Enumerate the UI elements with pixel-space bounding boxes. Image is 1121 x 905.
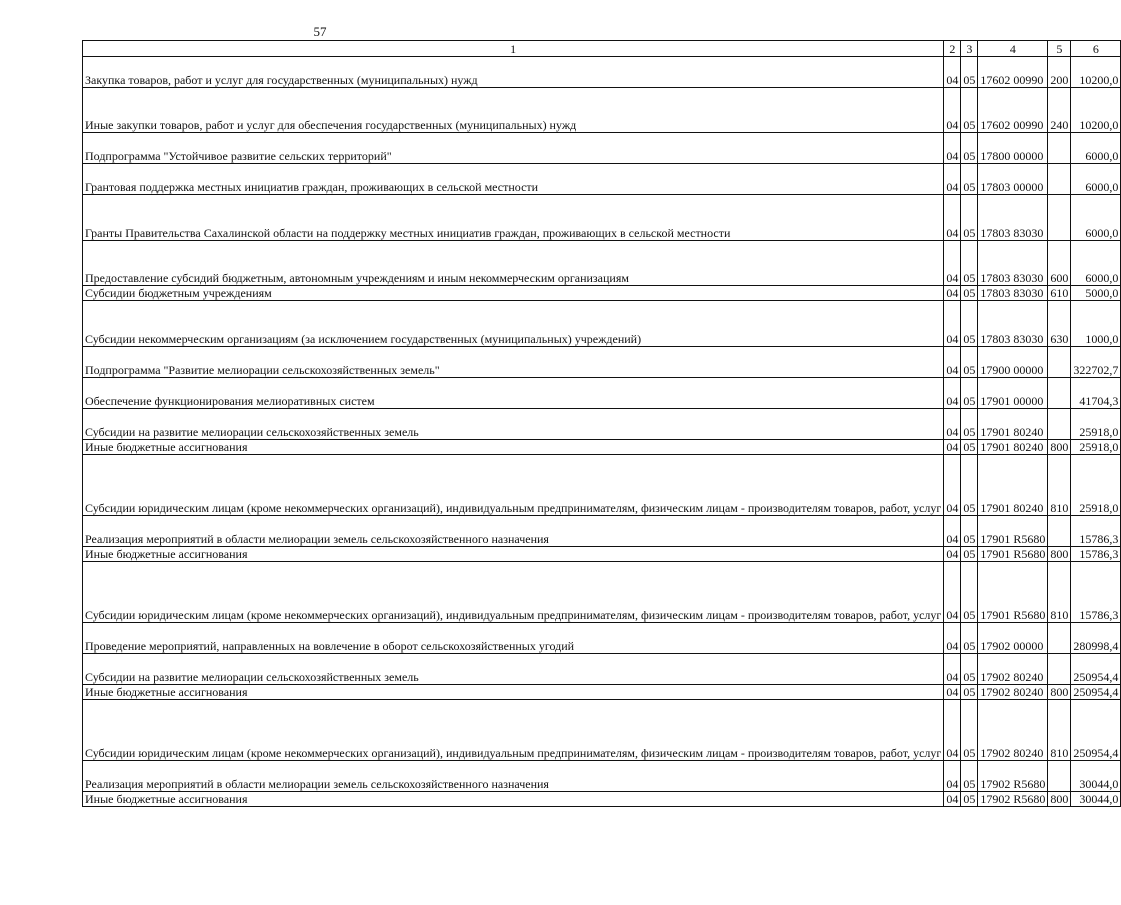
row-amount: 6000,0 bbox=[1071, 195, 1121, 241]
row-subsection: 05 bbox=[961, 195, 978, 241]
row-subsection: 05 bbox=[961, 623, 978, 654]
row-target-article: 17901 80240 bbox=[978, 440, 1048, 455]
row-name: Реализация мероприятий в области мелиорации земель сельскохозяйственного назначения bbox=[83, 516, 944, 547]
row-subsection: 05 bbox=[961, 516, 978, 547]
row-target-article: 17902 R5680 bbox=[978, 792, 1048, 807]
row-subsection: 05 bbox=[961, 301, 978, 347]
table-row bbox=[83, 241, 1121, 286]
table-row bbox=[83, 195, 1121, 241]
row-target-article: 17803 00000 bbox=[978, 164, 1048, 195]
budget-table bbox=[82, 40, 1121, 807]
row-name: Подпрограмма "Устойчивое развитие сельских территорий" bbox=[83, 133, 944, 164]
row-amount: 5000,0 bbox=[1071, 286, 1121, 301]
row-name: Субсидии на развитие мелиорации сельскохозяйственных земель bbox=[83, 409, 944, 440]
row-amount: 25918,0 bbox=[1071, 409, 1121, 440]
header-name: 1 bbox=[83, 41, 944, 57]
row-section: 04 bbox=[944, 516, 961, 547]
table-row bbox=[83, 654, 1121, 685]
row-section: 04 bbox=[944, 455, 961, 516]
row-target-article: 17901 R5680 bbox=[978, 547, 1048, 562]
row-name: Иные бюджетные ассигнования bbox=[83, 685, 944, 700]
table-row bbox=[83, 409, 1121, 440]
table-row bbox=[83, 88, 1121, 133]
row-subsection: 05 bbox=[961, 133, 978, 164]
row-section: 04 bbox=[944, 623, 961, 654]
header-target-article: 4 bbox=[978, 41, 1048, 57]
row-target-article: 17902 00000 bbox=[978, 623, 1048, 654]
row-subsection: 05 bbox=[961, 562, 978, 623]
row-name: Предоставление субсидий бюджетным, автономным учреждениям и иным некоммерческим организациям bbox=[83, 241, 944, 286]
row-amount: 250954,4 bbox=[1071, 700, 1121, 761]
row-section: 04 bbox=[944, 347, 961, 378]
row-section: 04 bbox=[944, 761, 961, 792]
row-expense-type: 200 bbox=[1048, 57, 1071, 88]
table-row bbox=[83, 547, 1121, 562]
row-section: 04 bbox=[944, 301, 961, 347]
row-name: Грантовая поддержка местных инициатив граждан, проживающих в сельской местности bbox=[83, 164, 944, 195]
row-amount: 30044,0 bbox=[1071, 761, 1121, 792]
row-expense-type: 810 bbox=[1048, 455, 1071, 516]
table-row bbox=[83, 301, 1121, 347]
row-target-article: 17901 00000 bbox=[978, 378, 1048, 409]
row-section: 04 bbox=[944, 241, 961, 286]
table-row bbox=[83, 440, 1121, 455]
row-target-article: 17803 83030 bbox=[978, 195, 1048, 241]
table-row bbox=[83, 133, 1121, 164]
row-name: Подпрограмма "Развитие мелиорации сельскохозяйственных земель" bbox=[83, 347, 944, 378]
row-name: Иные бюджетные ассигнования bbox=[83, 792, 944, 807]
row-expense-type bbox=[1048, 623, 1071, 654]
table-body bbox=[83, 57, 1121, 807]
row-section: 04 bbox=[944, 409, 961, 440]
row-section: 04 bbox=[944, 88, 961, 133]
row-subsection: 05 bbox=[961, 700, 978, 761]
row-section: 04 bbox=[944, 440, 961, 455]
row-amount: 6000,0 bbox=[1071, 133, 1121, 164]
row-target-article: 17901 80240 bbox=[978, 455, 1048, 516]
row-expense-type bbox=[1048, 164, 1071, 195]
row-section: 04 bbox=[944, 700, 961, 761]
row-amount: 10200,0 bbox=[1071, 57, 1121, 88]
row-amount: 322702,7 bbox=[1071, 347, 1121, 378]
row-subsection: 05 bbox=[961, 88, 978, 133]
row-subsection: 05 bbox=[961, 164, 978, 195]
table-row bbox=[83, 623, 1121, 654]
row-subsection: 05 bbox=[961, 792, 978, 807]
row-subsection: 05 bbox=[961, 440, 978, 455]
row-section: 04 bbox=[944, 164, 961, 195]
row-name: Субсидии юридическим лицам (кроме некоммерческих организаций), индивидуальным предпринимателям, физическим лицам - производителям товаров, работ, услуг bbox=[83, 700, 944, 761]
row-section: 04 bbox=[944, 685, 961, 700]
row-target-article: 17900 00000 bbox=[978, 347, 1048, 378]
row-expense-type bbox=[1048, 133, 1071, 164]
header-amount: 6 bbox=[1071, 41, 1121, 57]
row-amount: 250954,4 bbox=[1071, 685, 1121, 700]
header-section: 2 bbox=[944, 41, 961, 57]
row-target-article: 17901 R5680 bbox=[978, 562, 1048, 623]
row-expense-type bbox=[1048, 409, 1071, 440]
row-expense-type bbox=[1048, 761, 1071, 792]
row-section: 04 bbox=[944, 57, 961, 88]
row-subsection: 05 bbox=[961, 241, 978, 286]
row-subsection: 05 bbox=[961, 761, 978, 792]
row-target-article: 17902 80240 bbox=[978, 700, 1048, 761]
row-amount: 10200,0 bbox=[1071, 88, 1121, 133]
table-row bbox=[83, 164, 1121, 195]
row-amount: 250954,4 bbox=[1071, 654, 1121, 685]
row-section: 04 bbox=[944, 547, 961, 562]
table-row bbox=[83, 455, 1121, 516]
row-amount: 30044,0 bbox=[1071, 792, 1121, 807]
row-expense-type: 600 bbox=[1048, 241, 1071, 286]
row-subsection: 05 bbox=[961, 378, 978, 409]
row-subsection: 05 bbox=[961, 347, 978, 378]
table-header-row bbox=[83, 41, 1121, 57]
row-expense-type: 810 bbox=[1048, 562, 1071, 623]
table-row bbox=[83, 761, 1121, 792]
row-section: 04 bbox=[944, 378, 961, 409]
row-section: 04 bbox=[944, 792, 961, 807]
row-amount: 280998,4 bbox=[1071, 623, 1121, 654]
row-expense-type: 800 bbox=[1048, 440, 1071, 455]
row-name: Субсидии бюджетным учреждениям bbox=[83, 286, 944, 301]
row-expense-type: 240 bbox=[1048, 88, 1071, 133]
row-target-article: 17800 00000 bbox=[978, 133, 1048, 164]
row-name: Субсидии юридическим лицам (кроме некоммерческих организаций), индивидуальным предпринимателям, физическим лицам - производителям товаров, работ, услуг bbox=[83, 562, 944, 623]
row-subsection: 05 bbox=[961, 57, 978, 88]
row-expense-type: 810 bbox=[1048, 700, 1071, 761]
page-number: 57 bbox=[313, 24, 327, 39]
row-subsection: 05 bbox=[961, 547, 978, 562]
row-amount: 15786,3 bbox=[1071, 516, 1121, 547]
row-target-article: 17901 80240 bbox=[978, 409, 1048, 440]
row-section: 04 bbox=[944, 133, 961, 164]
row-expense-type bbox=[1048, 516, 1071, 547]
row-amount: 25918,0 bbox=[1071, 440, 1121, 455]
row-name: Субсидии некоммерческим организациям (за исключением государственных (муниципальных) учреждений) bbox=[83, 301, 944, 347]
row-amount: 15786,3 bbox=[1071, 562, 1121, 623]
row-target-article: 17602 00990 bbox=[978, 88, 1048, 133]
row-target-article: 17902 80240 bbox=[978, 654, 1048, 685]
row-amount: 1000,0 bbox=[1071, 301, 1121, 347]
table-row bbox=[83, 286, 1121, 301]
row-expense-type bbox=[1048, 378, 1071, 409]
table-row bbox=[83, 562, 1121, 623]
row-name: Обеспечение функционирования мелиоративных систем bbox=[83, 378, 944, 409]
row-name: Реализация мероприятий в области мелиорации земель сельскохозяйственного назначения bbox=[83, 761, 944, 792]
row-amount: 6000,0 bbox=[1071, 164, 1121, 195]
table-row bbox=[83, 792, 1121, 807]
table-row bbox=[83, 347, 1121, 378]
row-subsection: 05 bbox=[961, 654, 978, 685]
row-target-article: 17602 00990 bbox=[978, 57, 1048, 88]
row-expense-type: 800 bbox=[1048, 547, 1071, 562]
row-name: Субсидии на развитие мелиорации сельскохозяйственных земель bbox=[83, 654, 944, 685]
row-amount: 41704,3 bbox=[1071, 378, 1121, 409]
row-expense-type bbox=[1048, 195, 1071, 241]
row-name: Иные бюджетные ассигнования bbox=[83, 547, 944, 562]
table-row bbox=[83, 516, 1121, 547]
row-expense-type: 800 bbox=[1048, 792, 1071, 807]
row-target-article: 17803 83030 bbox=[978, 301, 1048, 347]
row-expense-type: 630 bbox=[1048, 301, 1071, 347]
row-amount: 15786,3 bbox=[1071, 547, 1121, 562]
row-name: Субсидии юридическим лицам (кроме некоммерческих организаций), индивидуальным предпринимателям, физическим лицам - производителям товаров, работ, услуг bbox=[83, 455, 944, 516]
row-name: Проведение мероприятий, направленных на вовлечение в оборот сельскохозяйственных угодий bbox=[83, 623, 944, 654]
row-expense-type: 800 bbox=[1048, 685, 1071, 700]
row-target-article: 17902 R5680 bbox=[978, 761, 1048, 792]
row-name: Иные закупки товаров, работ и услуг для обеспечения государственных (муниципальных) нужд bbox=[83, 88, 944, 133]
row-subsection: 05 bbox=[961, 286, 978, 301]
row-target-article: 17902 80240 bbox=[978, 685, 1048, 700]
row-target-article: 17803 83030 bbox=[978, 286, 1048, 301]
row-section: 04 bbox=[944, 562, 961, 623]
row-subsection: 05 bbox=[961, 455, 978, 516]
row-expense-type bbox=[1048, 347, 1071, 378]
header-expense-type: 5 bbox=[1048, 41, 1071, 57]
row-name: Гранты Правительства Сахалинской области на поддержку местных инициатив граждан, проживающих в сельской местности bbox=[83, 195, 944, 241]
row-amount: 6000,0 bbox=[1071, 241, 1121, 286]
row-section: 04 bbox=[944, 195, 961, 241]
header-subsection: 3 bbox=[961, 41, 978, 57]
row-expense-type: 610 bbox=[1048, 286, 1071, 301]
row-name: Закупка товаров, работ и услуг для государственных (муниципальных) нужд bbox=[83, 57, 944, 88]
row-subsection: 05 bbox=[961, 409, 978, 440]
row-expense-type bbox=[1048, 654, 1071, 685]
table-row bbox=[83, 685, 1121, 700]
row-amount: 25918,0 bbox=[1071, 455, 1121, 516]
row-target-article: 17803 83030 bbox=[978, 241, 1048, 286]
table-row bbox=[83, 700, 1121, 761]
row-target-article: 17901 R5680 bbox=[978, 516, 1048, 547]
row-section: 04 bbox=[944, 654, 961, 685]
row-section: 04 bbox=[944, 286, 961, 301]
table-row bbox=[83, 57, 1121, 88]
table-row bbox=[83, 378, 1121, 409]
row-name: Иные бюджетные ассигнования bbox=[83, 440, 944, 455]
row-subsection: 05 bbox=[961, 685, 978, 700]
